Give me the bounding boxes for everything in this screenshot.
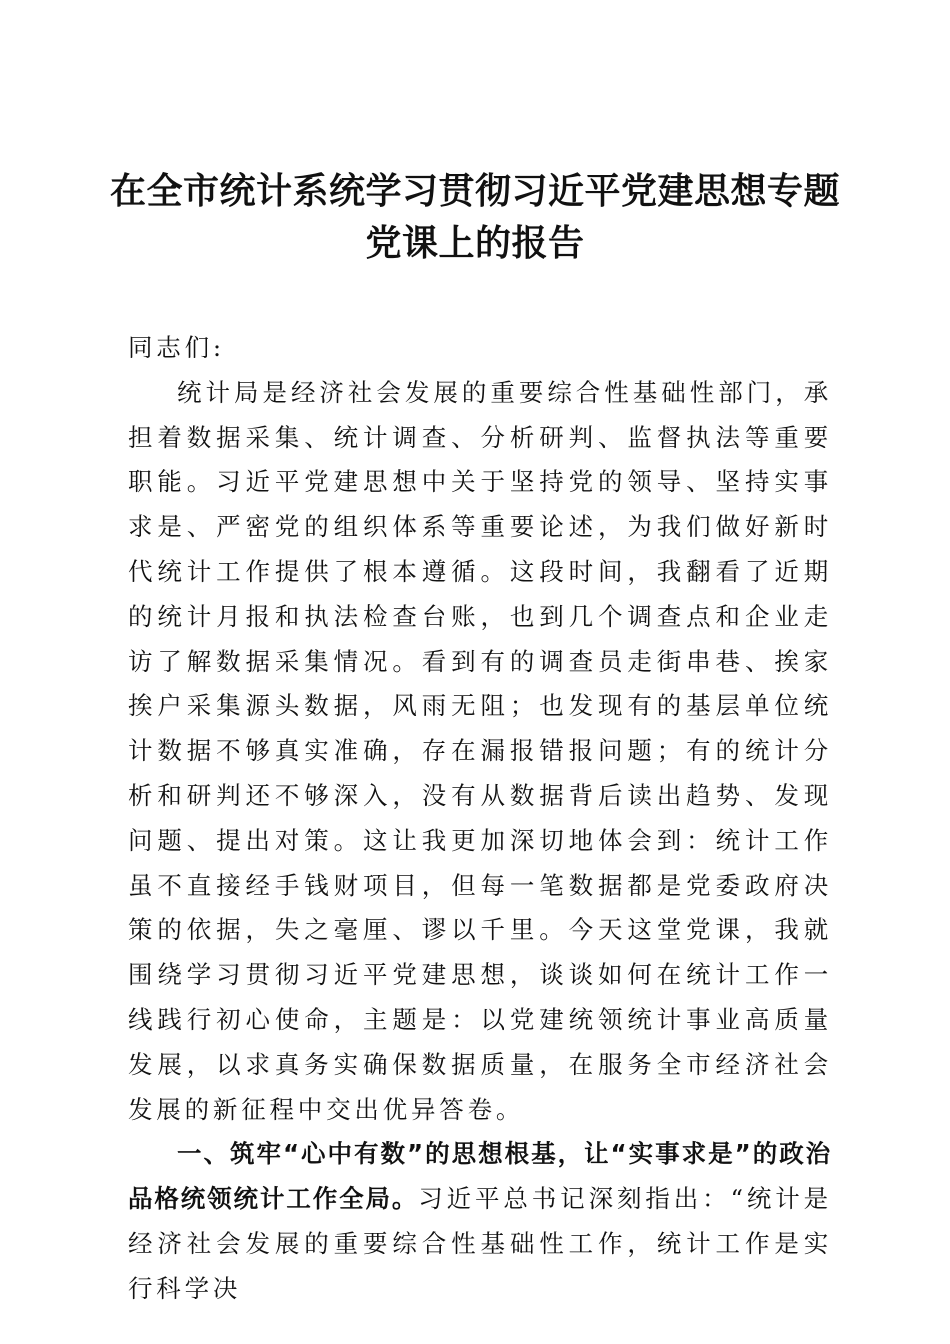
document-title-line-1: 在全市统计系统学习贯彻习近平党建思想专题 xyxy=(109,171,840,212)
document-body xyxy=(128,326,832,1312)
section-1-heading: 一、筑牢“心中有数”的思想根基，让“实事求是”的政治品格统领统计工作全局。 xyxy=(128,1139,832,1214)
intro-paragraph: 统计局是经济社会发展的重要综合性基础性部门，承担着数据采集、统计调查、分析研判、监督执法等重要职能。习近平党建思想中关于坚持党的领导、坚持实事求是、严密党的组织体系等重要论述，为我们做好新时代统计工作提供了根本遵循。这段时间，我翻看了近期的统计月报和执法检查台账，也到几个调查点和企业走访了解数据采集情况。看到有的调查员走街串巷、挨家挨户采集源头数据，风雨无阻；也发现有的基层单位统计数据不够真实准确，存在漏报错报问题；有的统计分析和研判还不够深入，没有从数据背后读出趋势、发现问题、提出对策。这让我更加深切地体会到：统计工作虽不直接经手钱财项目，但每一笔数据都是党委政府决策的依据，失之毫厘、谬以千里。今天这堂党课，我就围绕学习贯彻习近平党建思想，谈谈如何在统计工作一线践行初心使命，主题是：以党建统领统计事业高质量发展，以求真务实确保数据质量，在服务全市经济社会发展的新征程中交出优异答卷。 xyxy=(128,377,832,1124)
section-1-text: 习近平总书记深刻指出：“统计是经济社会发展的重要综合性基础性工作，统计工作是实行科学决 xyxy=(128,1184,832,1303)
section-1-paragraph xyxy=(128,1132,832,1311)
salutation: 同志们: xyxy=(128,333,225,362)
document-title-line-2: 党课上的报告 xyxy=(365,223,585,264)
